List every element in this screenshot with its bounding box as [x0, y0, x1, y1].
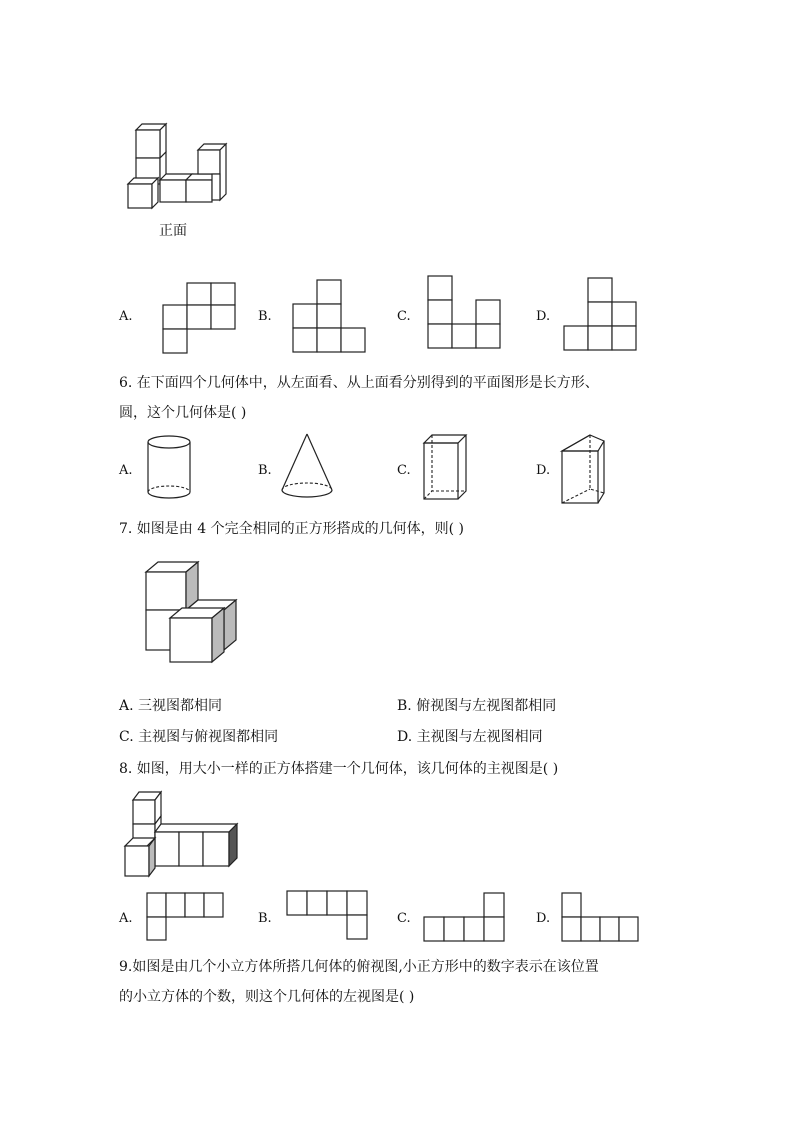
q5-front-caption: 正面 [159, 223, 187, 239]
triangular-prism-icon[interactable] [560, 433, 608, 505]
q8-option-d-figure[interactable] [562, 893, 644, 943]
q7-choice-b[interactable]: B. 俯视图与左视图都相同 [397, 698, 557, 714]
q8-stem: 8. 如图，用大小一样的正方体搭建一个几何体，该几何体的主视图是( ) [119, 761, 559, 777]
q9-stem-line2: 的小立方体的个数，则这个几何体的左视图是( ) [119, 989, 415, 1005]
cone-icon[interactable] [279, 432, 337, 504]
q6-stem-line1: 6. 在下面四个几何体中，从左面看、从上面看分别得到的平面图形是长方形、 [119, 375, 599, 391]
q5-cube-figure [120, 120, 240, 215]
q9-stem-line1: 9.如图是由几个小立方体所搭几何体的俯视图,小正方形中的数字表示在该位置 [119, 959, 599, 975]
q8-option-c-figure[interactable] [424, 893, 506, 943]
q5-option-c-figure[interactable] [428, 276, 503, 350]
q6-option-a-label[interactable]: A. [119, 463, 133, 478]
q5-option-d-figure[interactable] [564, 278, 639, 352]
q6-option-c-label[interactable]: C. [397, 463, 411, 478]
q5-option-a-figure[interactable] [163, 283, 238, 355]
q7-choice-c[interactable]: C. 主视图与俯视图都相同 [119, 729, 279, 745]
q8-option-a-label[interactable]: A. [119, 911, 133, 926]
cylinder-icon[interactable] [146, 434, 194, 502]
rectangular-prism-icon[interactable] [422, 433, 470, 505]
q8-option-a-figure[interactable] [147, 893, 227, 943]
q7-stem: 7. 如图是由 4 个完全相同的正方形搭成的几何体，则( ) [119, 521, 464, 537]
q8-option-d-label[interactable]: D. [536, 911, 551, 926]
q5-option-a-label[interactable]: A. [119, 309, 133, 324]
q8-option-c-label[interactable]: C. [397, 911, 411, 926]
q7-cube-figure [144, 560, 244, 666]
q5-option-b-label[interactable]: B. [258, 309, 272, 324]
q8-option-b-label[interactable]: B. [258, 911, 272, 926]
q6-stem-line2: 圆，这个几何体是( ) [119, 405, 247, 421]
q8-cube-figure [121, 790, 241, 880]
q6-option-d-label[interactable]: D. [536, 463, 551, 478]
q6-option-b-label[interactable]: B. [258, 463, 272, 478]
q7-choice-a[interactable]: A. 三视图都相同 [119, 698, 223, 714]
q7-choice-d[interactable]: D. 主视图与左视图相同 [397, 729, 543, 745]
q5-option-d-label[interactable]: D. [536, 309, 551, 324]
q5-option-c-label[interactable]: C. [397, 309, 411, 324]
q8-option-b-figure[interactable] [287, 891, 369, 943]
q5-option-b-figure[interactable] [293, 280, 368, 354]
